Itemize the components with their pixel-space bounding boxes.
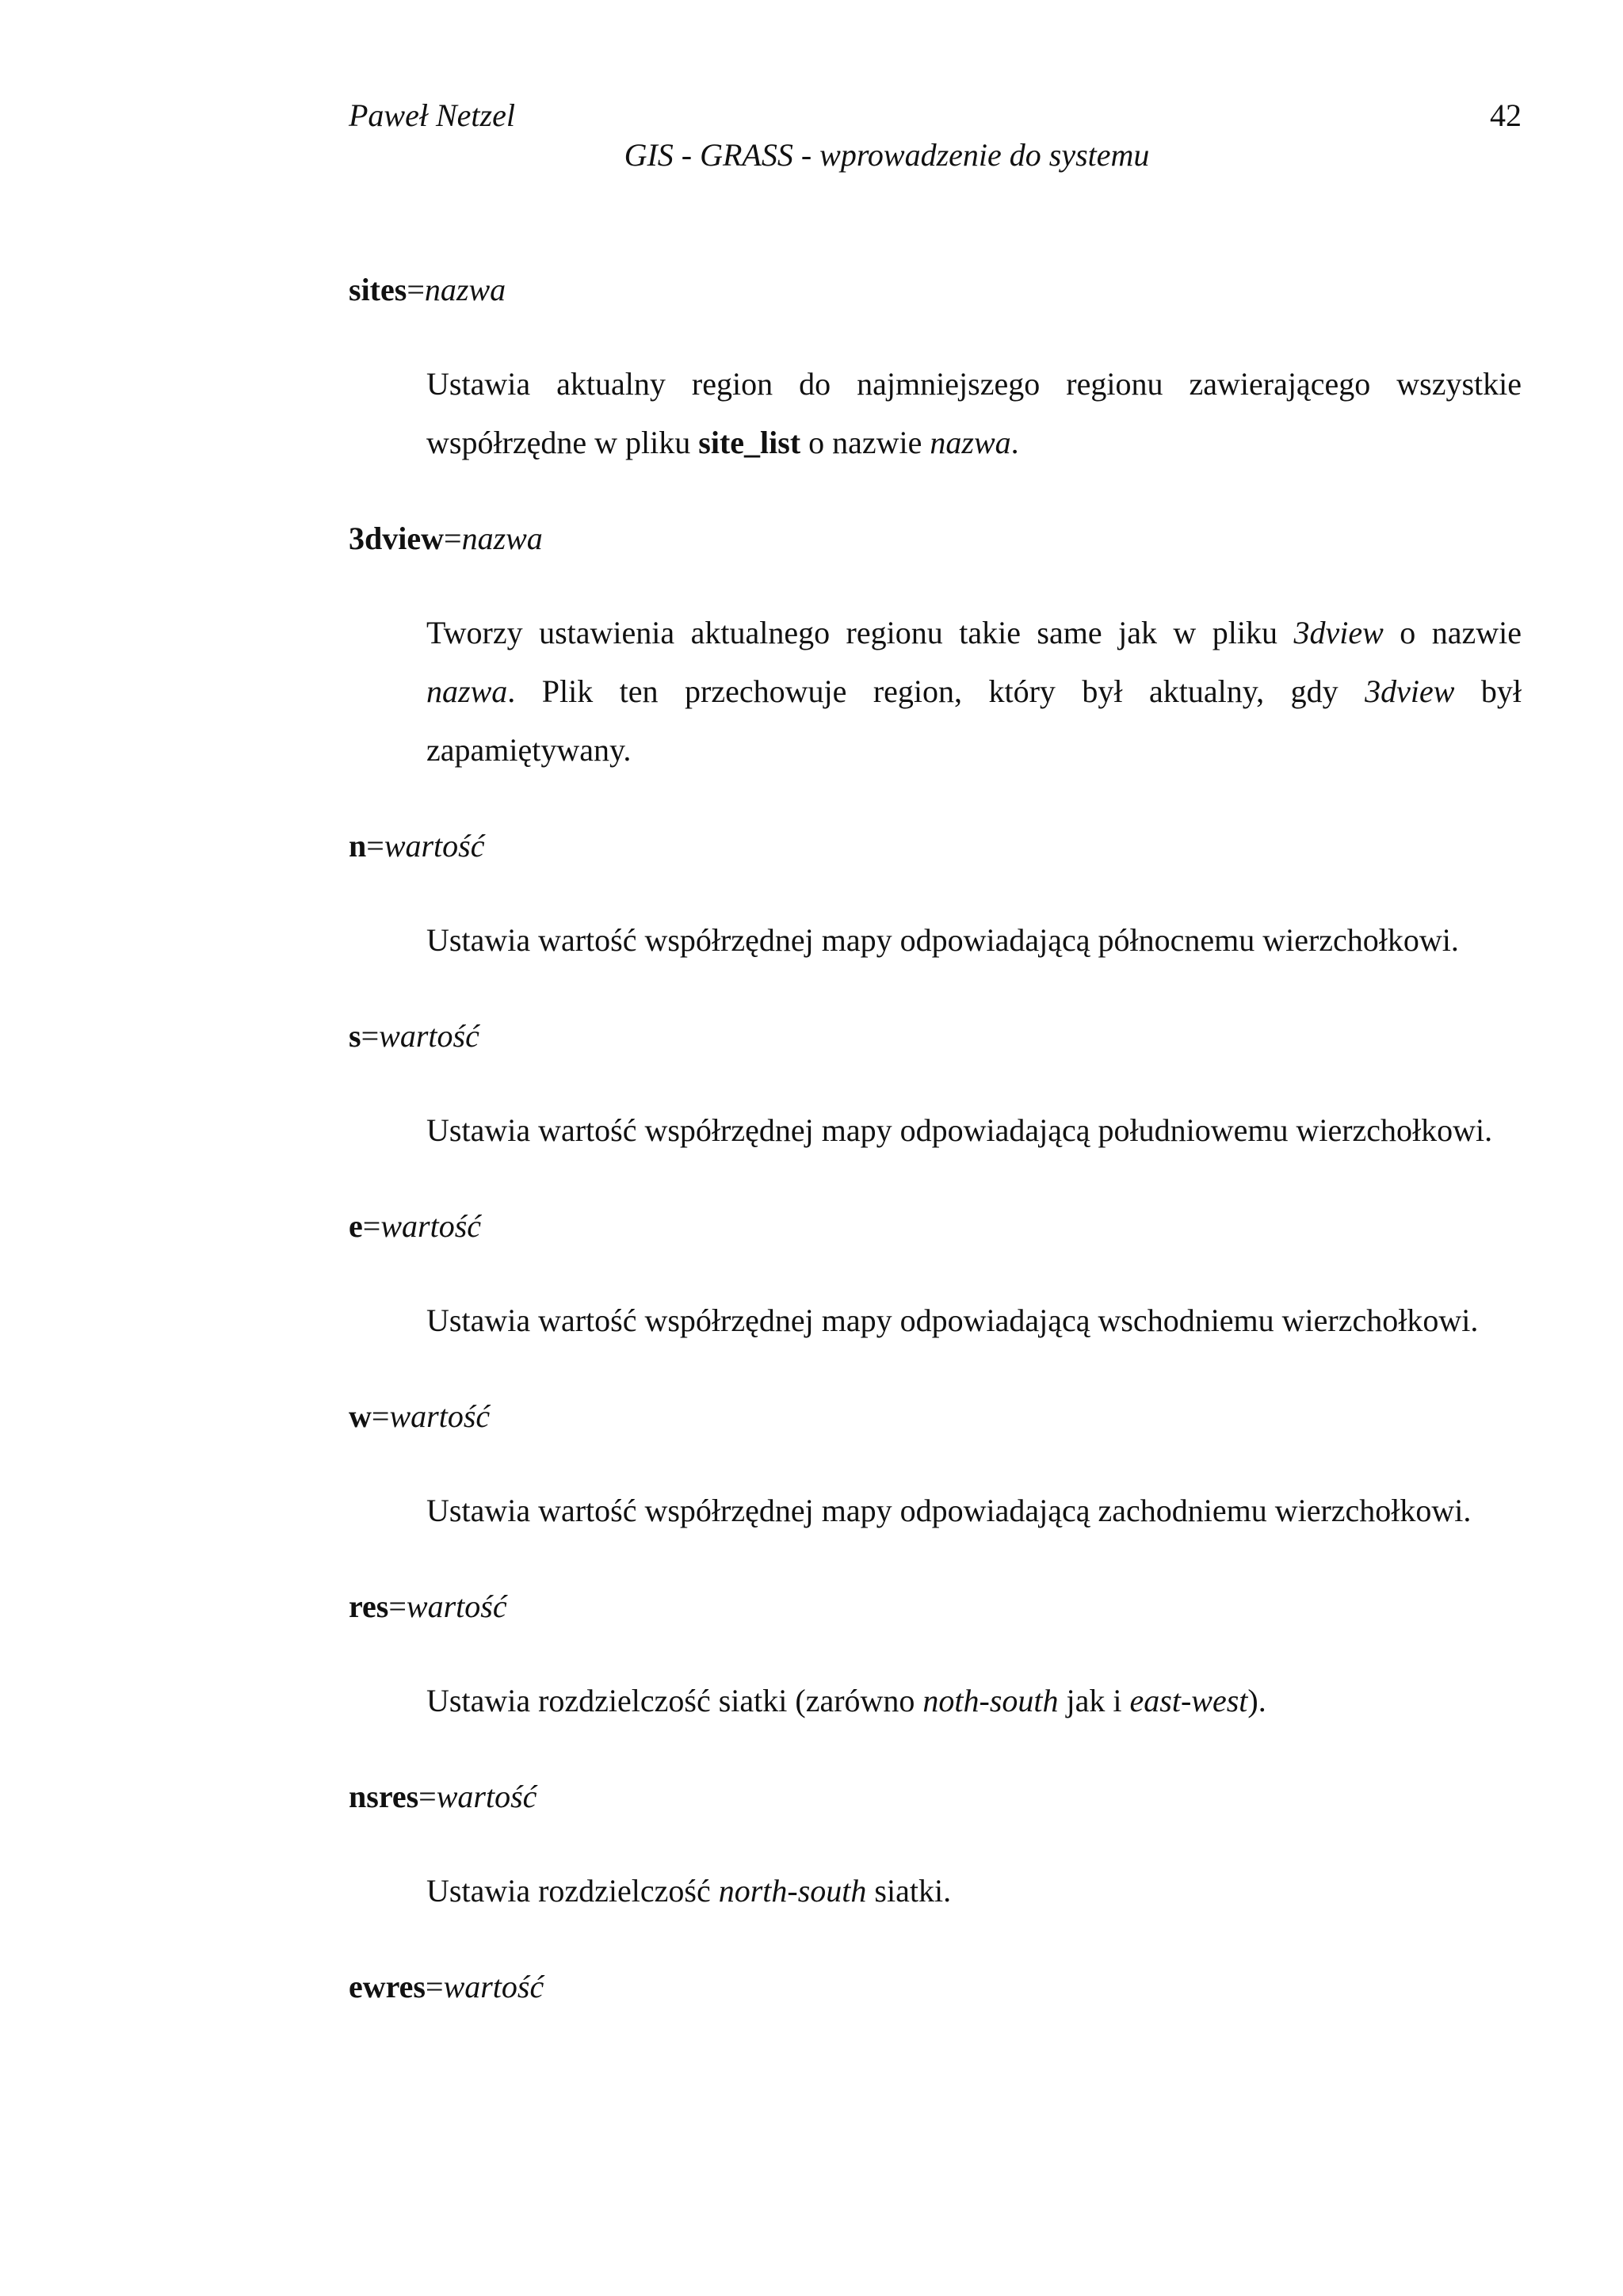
running-header-title: GIS - GRASS - wprowadzenie do systemu — [624, 137, 1150, 173]
param-value: wartość — [389, 1398, 491, 1434]
text-run: o nazwie — [1383, 615, 1522, 650]
text-run: Ustawia wartość współrzędnej mapy odpowiadającą północnemu wierzchołkowi. — [426, 922, 1459, 958]
param-description — [349, 604, 1522, 780]
param-name: n — [349, 828, 367, 864]
text-run: Ustawia aktualny region do najmniejszego regionu zawierającego wszystkie współrzędne w pliku — [426, 366, 1522, 460]
param-n: n=wartość — [349, 828, 485, 864]
text-run: . Plik ten przechowuje region, który był aktualny, gdy — [507, 673, 1365, 709]
param-name: e — [349, 1208, 363, 1244]
running-header-author: Paweł Netzel — [349, 97, 515, 133]
param-description — [349, 355, 1522, 472]
text-run: Ustawia wartość współrzędnej mapy odpowiadającą południowemu wierzchołkowi. — [426, 1112, 1493, 1148]
text-run: north-south — [718, 1873, 867, 1909]
param-nsres: nsres=wartość — [349, 1779, 537, 1814]
text-run: Ustawia rozdzielczość — [426, 1873, 719, 1909]
param-description — [349, 1482, 1522, 1540]
param-description — [349, 1101, 1522, 1160]
text-run: noth-south — [922, 1683, 1059, 1718]
param-w: w=wartość — [349, 1398, 491, 1434]
text-run: nazwa — [930, 425, 1011, 460]
param-name: nsres — [349, 1779, 419, 1814]
param-value: wartość — [384, 828, 485, 864]
param-value: wartość — [379, 1018, 479, 1054]
param-value: nazwa — [461, 521, 543, 556]
text-run: site_list — [698, 425, 801, 460]
text-run: east-west — [1129, 1683, 1248, 1718]
param-name: ewres — [349, 1969, 426, 2004]
param-name: w — [349, 1398, 372, 1434]
param-name: res — [349, 1589, 389, 1624]
param-name: 3dview — [349, 521, 444, 556]
param-res: res=wartość — [349, 1589, 507, 1624]
text-run: nazwa — [426, 673, 508, 709]
text-run: Ustawia wartość współrzędnej mapy odpowiadającą wschodniemu wierzchołkowi. — [426, 1302, 1479, 1338]
text-run: . — [1010, 425, 1019, 460]
param-value: wartość — [380, 1208, 482, 1244]
text-run: był zapamiętywany. — [426, 673, 1522, 768]
param-sites: sites=nazwa — [349, 272, 506, 307]
param-3dview: 3dview=nazwa — [349, 521, 543, 556]
param-name: sites — [349, 272, 407, 307]
param-value: nazwa — [424, 272, 506, 307]
param-description — [349, 911, 1522, 970]
text-run: 3dview — [1293, 615, 1384, 650]
text-run: Ustawia rozdzielczość siatki (zarówno — [426, 1683, 923, 1718]
text-run: Tworzy ustawienia aktualnego regionu takie same jak w pliku — [426, 615, 1294, 650]
text-run: siatki. — [866, 1873, 952, 1909]
text-run: 3dview — [1365, 673, 1455, 709]
parameter-list — [349, 269, 1522, 2008]
param-value: wartość — [406, 1589, 507, 1624]
param-value: wartość — [436, 1779, 537, 1814]
text-run: ). — [1247, 1683, 1266, 1718]
param-value: wartość — [443, 1969, 544, 2004]
param-name: s — [349, 1018, 361, 1054]
param-e: e=wartość — [349, 1208, 482, 1244]
param-ewres: ewres=wartość — [349, 1969, 544, 2004]
param-description — [349, 1862, 1522, 1920]
param-description — [349, 1672, 1522, 1730]
page-number: 42 — [1490, 97, 1522, 133]
text-run: jak i — [1058, 1683, 1130, 1718]
text-run: o nazwie — [800, 425, 930, 460]
param-description — [349, 1291, 1522, 1350]
param-s: s=wartość — [349, 1018, 479, 1054]
text-run: Ustawia wartość współrzędnej mapy odpowiadającą zachodniemu wierzchołkowi. — [426, 1493, 1472, 1528]
